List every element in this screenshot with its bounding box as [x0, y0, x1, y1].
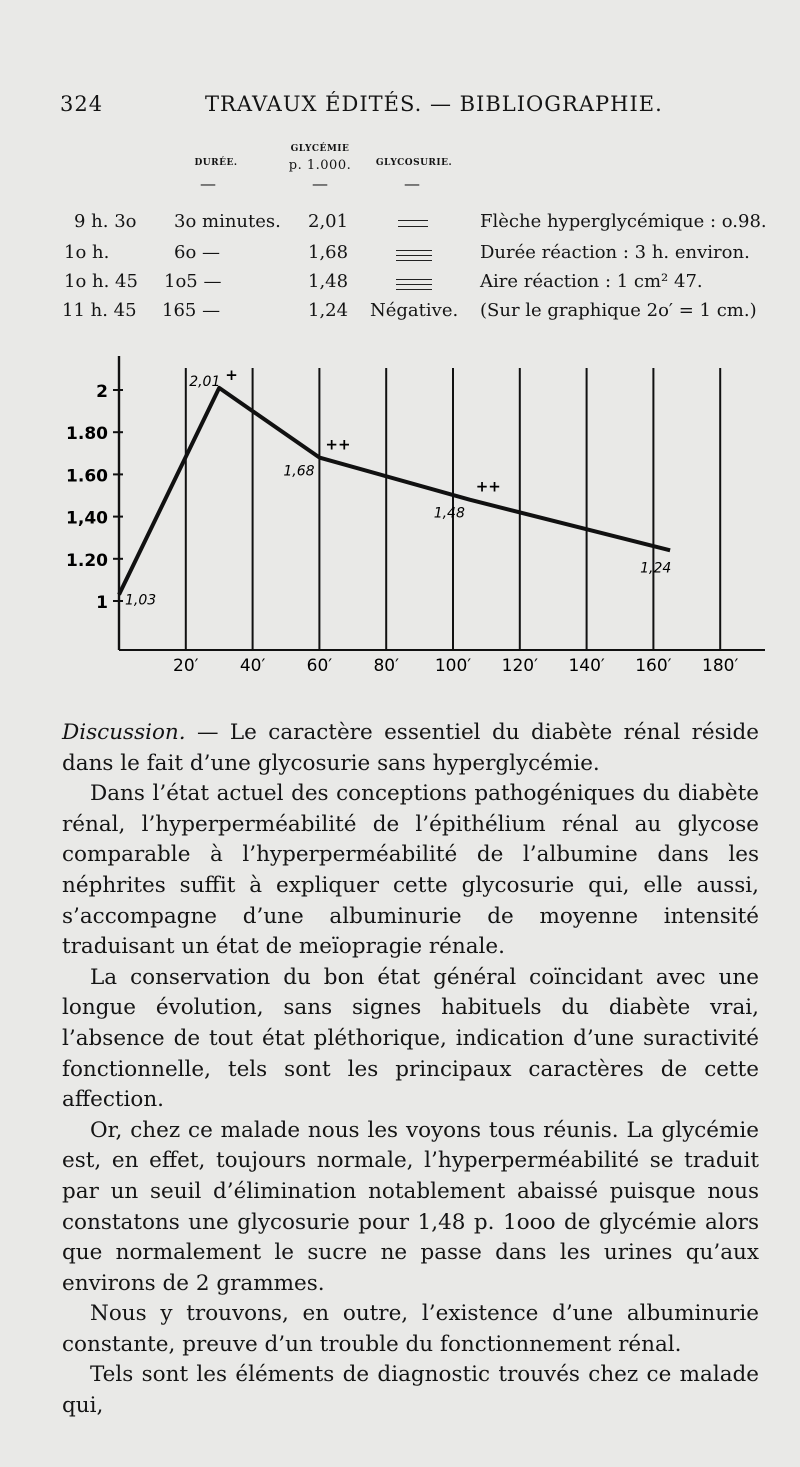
row-note: Flèche hyperglycémique : o.98. — [480, 211, 767, 232]
x-tick-label: 40′ — [239, 656, 266, 676]
row-duration: 1o5 — — [164, 271, 222, 292]
point-label: 1,48 — [433, 505, 465, 522]
row-note: Aire réaction : 1 cm² 47. — [480, 271, 703, 292]
paragraph: Or, chez ce malade nous les voyons tous réunis. La glycémie est, en effet, toujours normale, l’hyperperméabilité se traduit par un seuil d’élimination notablement abaissé puisque nous constatons une glycosurie pour 1,48 p. 1ooo de glycémie alors que normalement le sucre ne passe dans les urines qu’aux environs de 2 grammes. — [62, 1117, 759, 1296]
paragraph-text: — Le caractère essentiel du diabète rénal réside dans le fait d’une glycosurie sans hyperglycémie. — [62, 720, 759, 776]
row-duration: 3o minutes. — [174, 211, 281, 232]
paragraph — [62, 718, 759, 779]
x-tick-label: 100′ — [434, 656, 472, 676]
row-duration: 165 — — [162, 300, 221, 321]
y-tick-label: 1.20 — [66, 550, 108, 571]
row-glycemie: 1,48 — [308, 271, 349, 292]
row-duration: 6o — — [174, 242, 221, 263]
discussion-lead: Discussion. — [62, 720, 186, 745]
row-time: 11 h. 45 — [62, 300, 137, 321]
glycosuria-annotation: + — [225, 365, 238, 384]
row-time: 1o h. — [64, 242, 110, 263]
x-tick-label: 80′ — [373, 656, 399, 676]
y-tick-label: 1 — [96, 593, 108, 613]
x-tick-label: 160′ — [635, 656, 672, 676]
y-tick-label: 1,40 — [66, 508, 108, 529]
row-glycemie: 2,01 — [308, 211, 349, 232]
paragraph: Tels sont les éléments de diagnostic trouvés chez ce malade qui, — [62, 1362, 759, 1419]
col-head-glycemie-1: GLYCÉMIE — [290, 144, 350, 154]
point-label: 1,24 — [640, 560, 672, 577]
row-glycosurie: Négative. — [370, 300, 459, 321]
point-label: 1,68 — [283, 463, 315, 480]
x-tick-label: 60′ — [306, 656, 333, 676]
paragraph: Dans l’état actuel des conceptions pathogéniques du diabète rénal, l’hyperperméabilité de l’épithélium rénal au glycose comparable à l’hyperperméabilité de l’albumine dans les néphrites suffit à expliquer cette glycosurie qui, elle aussi, s’accompagne d’une albuminurie de moyenne intensité traduisant un état de meïopragie rénale. — [62, 781, 759, 960]
glycosuria-annotation: ++ — [475, 477, 501, 496]
paragraph: La conservation du bon état général coïncidant avec une longue évolution, sans signes habituels du diabète vrai, l’absence de tout état pléthorique, indication d’une suractivité fonctionnelle, tels sont les principaux caractères de cette affection. — [62, 964, 759, 1113]
col-dash-glycemie: — — [312, 174, 328, 193]
glycemia-chart — [0, 0, 800, 700]
x-tick-label: 140′ — [568, 656, 605, 676]
glycosuria-annotation: ++ — [325, 435, 351, 454]
discussion-text — [62, 718, 759, 1422]
col-dash-duree: — — [200, 174, 216, 193]
col-head-glycosurie: GLYCOSURIE. — [375, 158, 453, 168]
x-tick-label: 180′ — [702, 656, 739, 676]
col-head-glycemie-2: p. 1.000. — [288, 158, 352, 173]
y-tick-label: 1.80 — [66, 424, 108, 445]
x-tick-label: 120′ — [501, 656, 538, 676]
header-title: TRAVAUX ÉDITÉS. — BIBLIOGRAPHIE. — [205, 92, 663, 116]
paragraph: Nous y trouvons, en outre, l’existence d’une albuminurie constante, preuve d’un trouble du fonctionnement rénal. — [62, 1301, 759, 1357]
col-head-duree: DURÉE. — [194, 158, 238, 168]
row-note: (Sur le graphique 2o′ = 1 cm.) — [480, 300, 757, 321]
row-time: 1o h. 45 — [64, 271, 138, 292]
page-number: 324 — [60, 92, 104, 116]
row-time: 9 h. 3o — [74, 211, 137, 232]
row-glycemie: 1,24 — [308, 300, 349, 321]
col-dash-glycosurie: — — [404, 174, 420, 193]
point-label: 2,01 — [189, 373, 221, 390]
point-label: 1,03 — [125, 592, 157, 609]
row-glycemie: 1,68 — [308, 242, 349, 263]
y-tick-label: 2 — [96, 382, 108, 402]
row-note: Durée réaction : 3 h. environ. — [480, 242, 750, 263]
x-tick-label: 20′ — [173, 656, 199, 676]
y-tick-label: 1.60 — [66, 466, 108, 487]
